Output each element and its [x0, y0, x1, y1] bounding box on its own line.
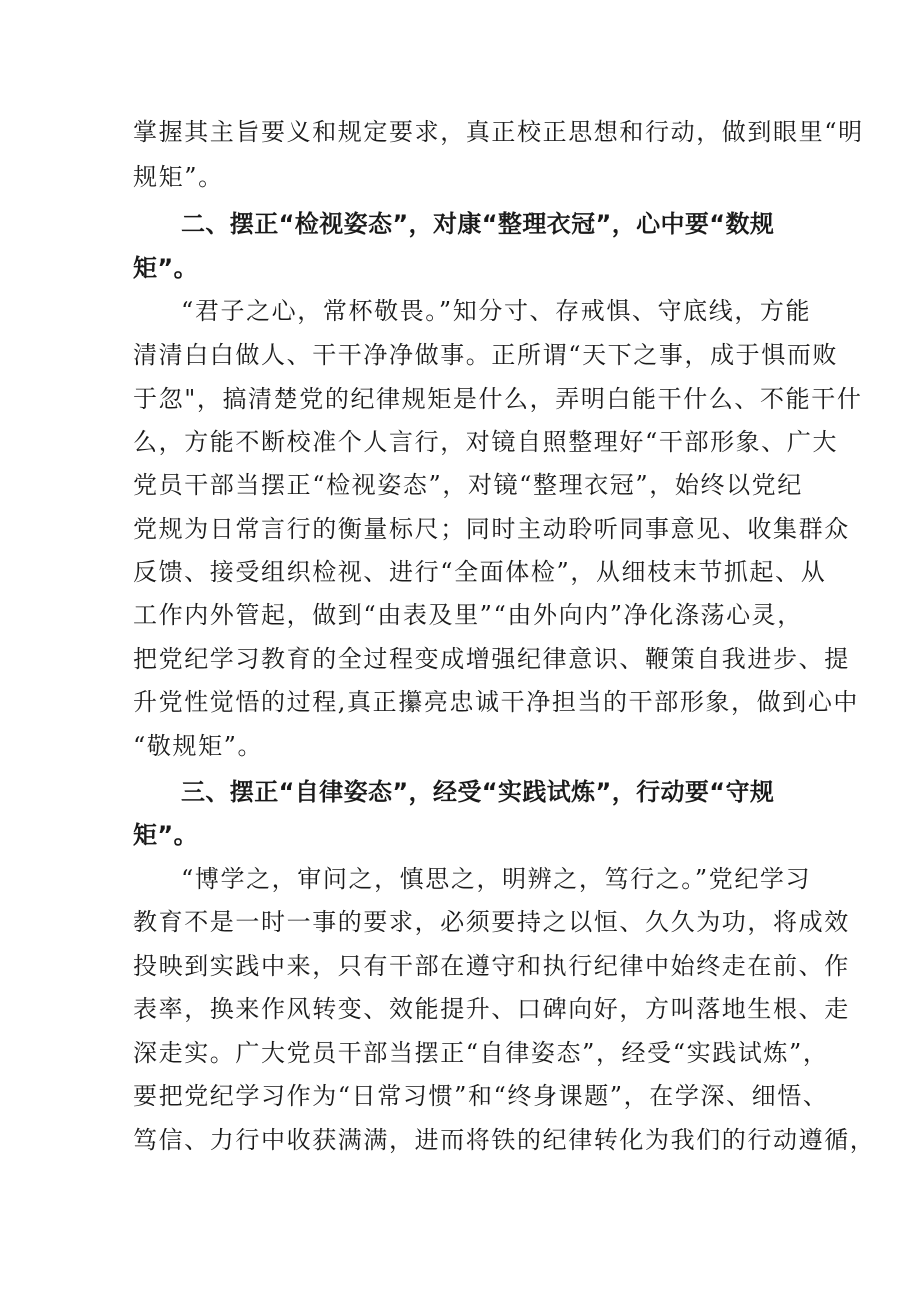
section3-paragraph-line-4: 表率，换来作风转变、效能提升、口碑向好，方叫落地生根、走 [133, 995, 850, 1023]
section2-paragraph-line-1: “君子之心，常杯敬畏。”知分寸、存戒惧、守底线，方能 [181, 297, 812, 325]
section3-paragraph-line-3: 投映到实践中来，只有干部在遵守和执行纪律中始终走在前、作 [133, 952, 850, 980]
section2-heading-line-2: 矩”。 [133, 254, 198, 282]
section2-paragraph-line-2: 清清白白做人、干干净净做事。正所谓“天下之事，成于惧而败 [133, 341, 839, 369]
section2-paragraph-line-4: 么，方能不断校准个人言行，对镜自照整理好“干部形象、广大 [133, 428, 839, 456]
section3-heading-line-2: 矩”。 [133, 821, 198, 849]
section2-paragraph-line-5: 党员干部当摆正“检视姿态”，对镜“整理衣冠”，始终以党纪 [133, 471, 803, 499]
section2-paragraph-line-6: 党规为日常言行的衡量标尺；同时主动聆听同事意见、收集群众 [133, 515, 850, 543]
intro-line-2: 规矩”。 [133, 163, 224, 191]
section2-paragraph-line-8: 工作内外管起，做到“由表及里”“由外向内”净化涤荡心灵， [133, 601, 803, 629]
section2-paragraph-line-10: 升党性觉悟的过程,真正攥亮忠诚干净担当的干部形象，做到心中 [133, 688, 860, 716]
section2-paragraph-line-7: 反馈、接受组织检视、进行“全面体检”，从细枝末节抓起、从 [133, 558, 827, 586]
section2-paragraph-line-9: 把党纪学习教育的全过程变成增强纪律意识、鞭策自我进步、提 [133, 645, 850, 673]
section2-paragraph-line-11: “敬规矩”。 [133, 732, 264, 760]
section2-heading-line-1: 二、摆正“检视姿态”，对康“整理衣冠”，心中要“数规 [181, 210, 775, 238]
section3-paragraph-line-1: “博学之，审问之，慎思之，明辨之，笃行之。”党纪学习 [181, 865, 812, 893]
intro-line-1: 掌握其主旨要义和规定要求，真正校正思想和行动，做到眼里“明 [133, 118, 864, 146]
section3-paragraph-line-5: 深走实。广大党员干部当摆正“自律姿态”，经受“实践试炼”， [133, 1039, 829, 1067]
section2-paragraph-line-3: 于忽"，搞清楚党的纪律规矩是什么，弄明白能干什么、不能干什 [133, 385, 863, 413]
section3-paragraph-line-7: 笃信、力行中收获满满，进而将铁的纪律转化为我们的行动遵循， [133, 1126, 876, 1154]
section3-paragraph-line-2: 教育不是一时一事的要求，必须要持之以恒、久久为功，将成效 [133, 908, 850, 936]
section3-heading-line-1: 三、摆正“自律姿态”，经受“实践试炼”，行动要“守规 [181, 778, 775, 806]
section3-paragraph-line-6: 要把党纪学习作为“日常习惯”和“终身课题”，在学深、细悟、 [133, 1082, 829, 1110]
